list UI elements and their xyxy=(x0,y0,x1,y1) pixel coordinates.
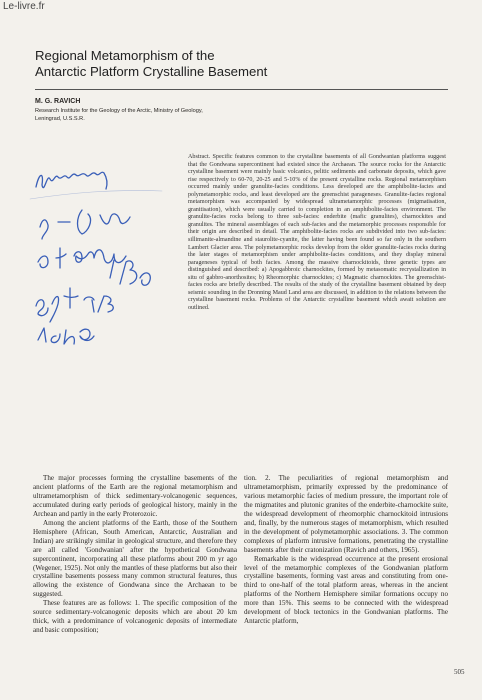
page-number: 505 xyxy=(454,668,465,676)
abstract: Abstract. Specific features common to the crystalline basements of all Gondwanian platforms suggest that the Gondwana supercontinent had existed since the Archaean. The source rocks for the Antarctic crystalline basement were mainly basic volcanics, pelitic sediments and carbonate deposits, which gave rise respectively to 60-70, 20-25 and 5-10% of the present crystalline rocks. Regional metamorphism occurred mainly under granulite-facies conditions. Less developed are the amphibolite-facies and polymetamorphic rocks, and least developed are the greenschist parageneses. Granulite-facies regional metamorphism was accompanied by widespread ultrametamorphic processes (migmatisation, granitisation), which were usually carried to completion in an amphibolite-facies environment. The granulite-facies rocks belong to three sub-facies: enderbite (mafic granulites), charnockites and granulites. The mineral assemblages of each sub-facies and the metamorphic processes responsible for their origin are described in detail. The amphibolite-facies rocks are subdivided into two sub-facies: sillimanite-almandine and staurolite-cyanite, the latter having been found so far only in the southern Lambert Glacier area. The polymetamorphic rocks develop from the older granulite-facies rocks during the later stages of metamorphism under amphibolite-facies conditions, and they display mineral parageneses typical of both facies. Among the massive charnockitoids, three genetic types are distinguished and described: a) Apogabbroic charnockites, formed by metasomatic recrystallization in situ of gabbro-anorthosites; b) Rheomorphic charnockites; c) Magmatic charnockites. The greenschist-facies rocks are briefly described. The results of the study of the crystalline basement obtained by deep seismic sounding in the Dronning Maud Land area are discussed, in addition to the relations between the crystalline basement rocks. Problems of the Antarctic crystalline basement which await solution are outlined. xyxy=(188,154,446,311)
body-column-right xyxy=(244,474,448,626)
body-paragraph: Among the ancient platforms of the Earth, those of the Southern Hemisphere (African, South American, Antarctic, Australian and Indian) are strikingly similar in geological structure, and therefore they are all called 'Gondwanian' after the hypothetical Gondwana supercontinent, incorporating all these platforms about 200 m yr ago (Wegener, 1925). Not only the mantles of these platforms but also their crystalline basements possess many common structural features, thus allowing the existence of Gondwana since the Archaean to be suggested. xyxy=(33,518,237,599)
affiliation-line-1: Research Institute for the Geology of the Arctic, Ministry of Geology, xyxy=(35,108,203,114)
paper-title xyxy=(35,48,365,80)
title-line-1: Regional Metamorphism of the xyxy=(35,48,215,63)
author-affiliation xyxy=(35,107,305,123)
body-paragraph: tion. 2. The peculiarities of regional metamorphism and ultrametamorphism, primarily expressed by the predominance of various metamorphic facies of medium pressure, the important role of the migmatites and plutonic granites of the enderbite-charnockite suite, the widespread development of rheomorphic charnockitoid intrusions and, finally, by the numerous stages of metamorphism, which resulted in the development of polymetamorphic associations. 3. The common complexes of platform intrusive formations, penetrating the crystalline basements after their cratonization (Ravich and others, 1965). xyxy=(244,474,448,554)
title-rule xyxy=(35,89,448,90)
title-line-2: Antarctic Platform Crystalline Basement xyxy=(35,64,268,79)
affiliation-line-2: Leningrad, U.S.S.R. xyxy=(35,116,85,122)
body-paragraph: The major processes forming the crystalline basements of the ancient platforms of the Earth are the regional metamorphism and ultrametamorphism of thick sedimentary-volcanogenic sequences, accumulated during early periods of geological history, mainly in the Archean and partly in the early Proterozoic. xyxy=(33,474,237,518)
author-name: M. G. RAVICH xyxy=(35,98,81,105)
body-column-left xyxy=(33,474,237,635)
body-paragraph: These features are as follows: 1. The specific composition of the source sedimentary-volcanogenic deposits which are about 20 km thick, with a predominance of volcanogenic deposits of intermediate and basic composition; xyxy=(33,599,237,635)
body-paragraph: Remarkable is the widespread occurrence at the present erosional level of the metamorphic complexes of the Gondwanian platform crystalline basements, forming vast areas and constituting from one-third to one-half of the total platform areas, whereas in the ancient platforms of the Northern Hemisphere similar formations occupy no more than 15%. This seems to be connected with the widespread development of block tectonics in the Gondwanian platforms. The Antarctic platform, xyxy=(244,554,448,626)
watermark: Le-livre.fr xyxy=(3,1,45,12)
